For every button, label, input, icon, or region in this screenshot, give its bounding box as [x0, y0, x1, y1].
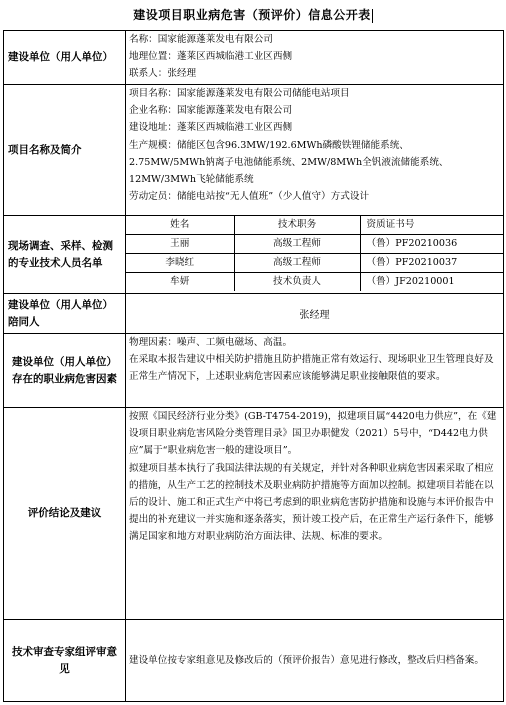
value-review	[126, 620, 504, 702]
staff-title: 高级工程师	[234, 254, 360, 273]
value-hazard	[126, 334, 504, 408]
conclusion-para: 拟建项目基本执行了我国法律法规的有关规定，并针对各种职业病危害因素采取了相应的措施，从生产工艺的控制技术及职业病防护措施等方面加以控制。拟建项目若能在以后的设计、施工和正式生产中将已考虑到的职业病危害防护措施和设施与本评价报告中提出的补充建议一并实施和逐条落实，预计竣工投产后，在正常生产运行条件下，能够满足国家和地方对职业病防治方面法律、法规、标准的要求。	[129, 462, 494, 543]
title-text: 建设项目职业病危害（预评价）信息公开表	[133, 8, 371, 22]
document-title	[3, 0, 503, 30]
project-line: 2.75MW/5MWh钠离子电池储能系统、2MW/8MWh全钒液流储能系统、	[129, 156, 449, 168]
row-staff	[4, 216, 504, 294]
label-project: 项目名称及简介	[4, 85, 126, 216]
staff-title: 高级工程师	[234, 235, 360, 254]
staff-row	[126, 273, 504, 292]
staff-row	[126, 254, 504, 273]
value-staff	[126, 216, 504, 294]
staff-row	[126, 235, 504, 254]
value-escort: 张经理	[126, 294, 504, 334]
text-cursor	[372, 9, 373, 23]
value-conclusion	[126, 408, 504, 620]
project-line: 项目名称：国家能源蓬莱发电有限公司储能电站项目	[129, 88, 350, 99]
review-text: 建设单位按专家组意见及修改后的（预评价报告）意见进行修改，整改后归档备案。	[129, 654, 484, 666]
unit-location: 地理位置：蓬莱区西城临港工业区西侧	[129, 51, 293, 63]
label-review: 技术审查专家组评审意见	[4, 620, 126, 702]
staff-name: 牟妍	[126, 273, 234, 292]
project-line: 企业名称：国家能源蓬莱发电有限公司	[129, 105, 293, 117]
staff-title: 技术负责人	[234, 273, 360, 292]
label-staff: 现场调查、采样、检测的专业技术人员名单	[4, 216, 126, 294]
row-review	[4, 620, 504, 702]
project-line: 建设地址：蓬莱区西城临港工业区西侧	[129, 122, 293, 134]
info-table	[3, 30, 504, 702]
project-line: 12MW/3MWh飞轮储能系统	[129, 174, 254, 186]
staff-name: 李晓红	[126, 254, 234, 273]
label-conclusion: 评价结论及建议	[4, 408, 126, 620]
conclusion-para: 按照《国民经济行业分类》(GB-T4754-2019)，拟建项目属“4420电力供应”，在《建设项目职业病危害风险分类管理目录》国卫办职健发（2021）5号中，“D442电力供应”属于“职业病危害一般的建设项目”。	[129, 411, 497, 457]
value-project	[126, 85, 504, 216]
staff-cert: （鲁）JF20210001	[366, 276, 455, 287]
row-conclusion	[4, 408, 504, 620]
disclosure-document	[3, 0, 503, 703]
staff-header-row	[126, 216, 504, 235]
staff-header-cert: 资质证书号	[360, 216, 504, 235]
row-project	[4, 85, 504, 216]
row-hazard	[4, 334, 504, 408]
staff-name: 王丽	[126, 235, 234, 254]
label-escort: 建设单位（用人单位）陪同人	[4, 294, 126, 334]
staff-table	[126, 216, 504, 291]
project-line: 劳动定员：储能电站按“无人值班”（少人值守）方式设计	[129, 191, 370, 203]
staff-cert: （鲁）PF20210036	[360, 235, 504, 254]
staff-cert: （鲁）PF20210037	[360, 254, 504, 273]
value-unit	[126, 31, 504, 85]
label-hazard: 建设单位（用人单位）存在的职业病危害因素	[4, 334, 126, 408]
staff-header-title: 技术职务	[234, 216, 360, 235]
hazard-note: 在采取本报告建议中相关防护措施且防护措施正常有效运行、现场职业卫生管理良好及正常生产情况下，上述职业病危害因素应该能够满足职业接触限值的要求。	[129, 354, 494, 383]
project-line: 生产规模：储能区包含96.3MW/192.6MWh磷酸铁锂储能系统、	[129, 139, 409, 151]
staff-header-name: 姓名	[126, 216, 234, 235]
row-escort	[4, 294, 504, 334]
unit-contact: 联系人：张经理	[129, 68, 197, 80]
unit-name: 名称：国家能源蓬莱发电有限公司	[129, 34, 273, 45]
label-unit: 建设单位（用人单位）	[4, 31, 126, 85]
row-unit	[4, 31, 504, 85]
hazard-factors: 物理因素：噪声、工频电磁场、高温。	[129, 337, 293, 348]
